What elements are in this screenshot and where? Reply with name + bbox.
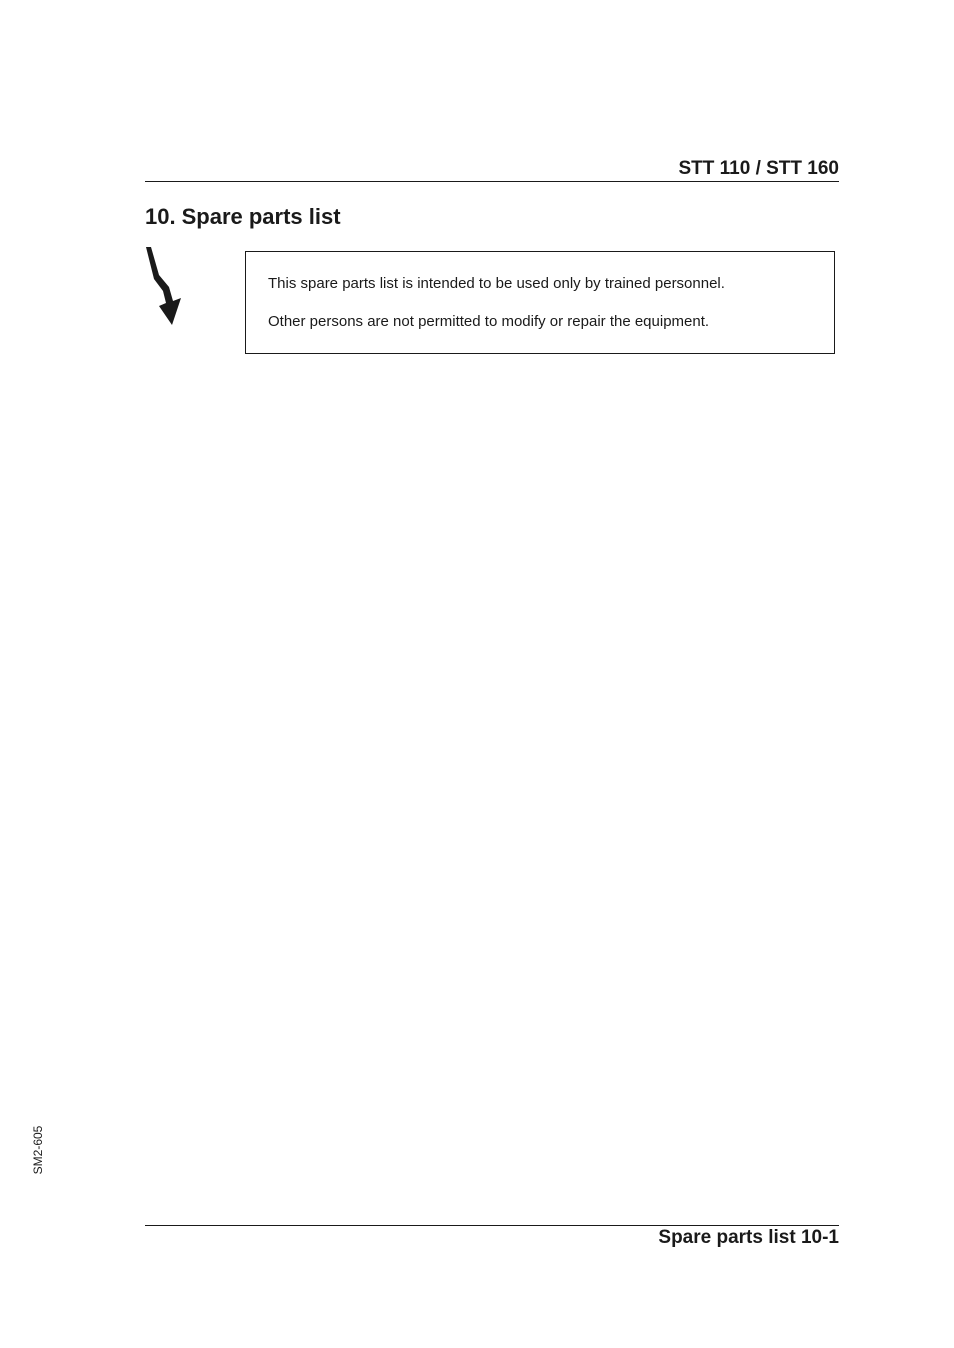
warning-line-2: Other persons are not permitted to modify or repair the equipment. (268, 313, 710, 330)
header-divider (145, 181, 839, 182)
section-title: Spare parts list (181, 204, 341, 229)
footer-divider (145, 1225, 839, 1226)
section-number: 10. (145, 204, 176, 229)
lightning-arrow-icon (143, 245, 185, 327)
document-code: SM2-605 (31, 1125, 45, 1175)
header-model-title: STT 110 / STT 160 (678, 158, 839, 179)
warning-notice-box (245, 251, 835, 354)
footer-page-label: Spare parts list 10-1 (658, 1227, 839, 1248)
section-heading (145, 204, 341, 230)
warning-line-1: This spare parts list is intended to be used only by trained personnel. (268, 275, 725, 292)
